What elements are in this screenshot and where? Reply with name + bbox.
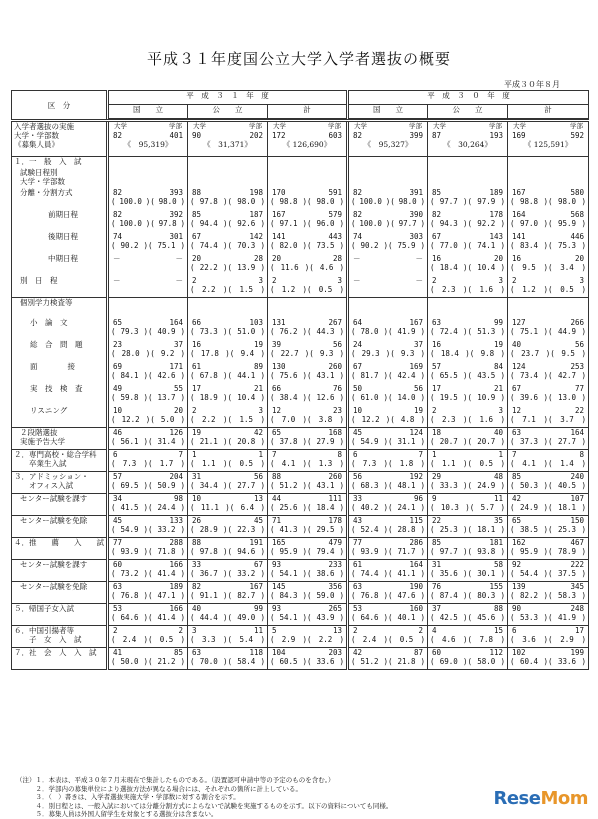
value-cell: 16 19 ( 18.4 )( 9.8 ) <box>428 340 508 362</box>
value-cell: 63 189 ( 76.8 )( 47.1 ) <box>108 582 188 604</box>
value-cell: 67 169 ( 81.7 )( 42.4 ) <box>348 362 428 384</box>
admission-summary-table <box>11 90 589 670</box>
value-cell: 93 233 ( 54.1 )( 38.6 ) <box>268 560 348 582</box>
col-total-30: 計 <box>508 105 589 119</box>
row-label: センター試験を免除 <box>12 516 108 538</box>
footnote-line: ３．（ ）書きは、入学者選抜実施大学・学部数に対する割合を示す。 <box>16 793 240 801</box>
value-cell <box>108 168 188 188</box>
value-cell: 82 392 ( 100.0 )( 97.8 ) <box>108 210 188 232</box>
value-cell: 139 345 ( 82.2 )( 58.3 ) <box>508 582 589 604</box>
value-cell: 10 19 ( 12.2 )( 4.8 ) <box>348 406 428 428</box>
value-cell: 40 56 ( 23.7 )( 9.5 ) <box>508 340 589 362</box>
table-row <box>12 298 589 318</box>
value-cell: － － <box>348 276 428 298</box>
value-cell: 57 204 ( 69.5 )( 50.9 ) <box>108 472 188 494</box>
value-cell: 大学 学部 169 592 《 125,591》 <box>508 121 589 157</box>
value-cell <box>268 298 348 318</box>
table-row <box>12 168 589 188</box>
value-cell: 130 260 ( 75.6 )( 43.1 ) <box>268 362 348 384</box>
table-row <box>12 210 589 232</box>
table-row <box>12 232 589 254</box>
value-cell: 63 99 ( 72.4 )( 51.3 ) <box>428 318 508 340</box>
row-label: 分離・分割方式 <box>12 188 108 210</box>
row-label: ５．帰国子女入試 <box>12 604 108 626</box>
value-cell: 88 198 ( 97.8 )( 98.0 ) <box>188 188 268 210</box>
row-label: 入学者選抜の実施 大学・学部数 《募集人員》 <box>12 121 108 157</box>
value-cell: 77 286 ( 93.9 )( 71.7 ) <box>348 538 428 560</box>
row-label: １．一 般 入 試 <box>12 157 108 168</box>
value-cell: 26 45 ( 28.9 )( 22.3 ) <box>188 516 268 538</box>
value-cell: 10 13 ( 11.1 )( 6.4 ) <box>188 494 268 516</box>
value-cell: 2 3 ( 2.2 )( 1.5 ) <box>188 276 268 298</box>
value-cell <box>348 168 428 188</box>
row-label: ２段階選抜 実施予告大学 <box>12 428 108 450</box>
value-cell: 31 56 ( 34.4 )( 27.7 ) <box>188 472 268 494</box>
value-cell <box>508 298 589 318</box>
value-cell: 65 164 ( 79.3 )( 40.9 ) <box>108 318 188 340</box>
table-row <box>12 494 589 516</box>
value-cell: 20 28 ( 11.6 )( 4.6 ) <box>268 254 348 276</box>
value-cell: 77 288 ( 93.9 )( 71.8 ) <box>108 538 188 560</box>
row-label: 前期日程 <box>12 210 108 232</box>
value-cell: 16 19 ( 17.8 )( 9.4 ) <box>188 340 268 362</box>
value-cell: 85 181 ( 97.7 )( 93.8 ) <box>428 538 508 560</box>
value-cell: 85 189 ( 97.7 )( 97.9 ) <box>428 188 508 210</box>
resemom-logo: ReseMom <box>493 788 588 809</box>
value-cell: 69 171 ( 84.1 )( 42.6 ) <box>108 362 188 384</box>
value-cell: 24 37 ( 29.3 )( 9.3 ) <box>348 340 428 362</box>
value-cell <box>268 168 348 188</box>
value-cell: 164 568 ( 97.0 )( 95.9 ) <box>508 210 589 232</box>
value-cell: 162 467 ( 95.9 )( 78.9 ) <box>508 538 589 560</box>
value-cell: 82 178 ( 94.3 )( 92.2 ) <box>428 210 508 232</box>
table-row <box>12 560 589 582</box>
value-cell: 2 2 ( 2.4 )( 0.5 ) <box>108 626 188 648</box>
row-label: センター試験を課す <box>12 494 108 516</box>
value-cell: 31 58 ( 35.6 )( 30.1 ) <box>428 560 508 582</box>
value-cell <box>508 157 589 168</box>
value-cell: 33 96 ( 40.2 )( 24.1 ) <box>348 494 428 516</box>
value-cell: 82 390 ( 100.0 )( 97.7 ) <box>348 210 428 232</box>
table-row <box>12 157 589 168</box>
row-label: ２．専門高校・総合学科 卒業生入試 <box>12 450 108 472</box>
value-cell: 大学 学部 82 399 《 95,327》 <box>348 121 428 157</box>
value-cell: 141 446 ( 83.4 )( 75.3 ) <box>508 232 589 254</box>
value-cell: 2 3 ( 2.3 )( 1.6 ) <box>428 276 508 298</box>
value-cell: 124 253 ( 73.4 )( 42.7 ) <box>508 362 589 384</box>
value-cell: 大学 学部 87 193 《 30,264》 <box>428 121 508 157</box>
value-cell: 2 3 ( 1.2 )( 0.5 ) <box>268 276 348 298</box>
value-cell: 76 155 ( 87.4 )( 80.3 ) <box>428 582 508 604</box>
value-cell: 60 166 ( 73.2 )( 41.4 ) <box>108 560 188 582</box>
value-cell <box>428 298 508 318</box>
value-cell: 82 391 ( 100.0 )( 98.0 ) <box>348 188 428 210</box>
value-cell: 大学 学部 90 202 《 31,371》 <box>188 121 268 157</box>
value-cell: 16 20 ( 9.5 )( 3.4 ) <box>508 254 589 276</box>
value-cell: 2 2 ( 2.4 )( 0.5 ) <box>348 626 428 648</box>
value-cell: － － <box>348 254 428 276</box>
value-cell: 167 580 ( 98.8 )( 98.0 ) <box>508 188 589 210</box>
value-cell: 46 126 ( 56.1 )( 31.4 ) <box>108 428 188 450</box>
value-cell: 33 67 ( 36.7 )( 33.2 ) <box>188 560 268 582</box>
value-cell: 102 199 ( 60.4 )( 33.6 ) <box>508 648 589 670</box>
value-cell <box>428 157 508 168</box>
value-cell <box>268 157 348 168</box>
page-title: 平成３１年度国公立大学入学者選抜の概要 <box>146 50 451 68</box>
table-row <box>12 188 589 210</box>
value-cell: 145 356 ( 84.3 )( 59.0 ) <box>268 582 348 604</box>
value-cell: 2 3 ( 1.2 )( 0.5 ) <box>508 276 589 298</box>
row-label: 別 日 程 <box>12 276 108 298</box>
value-cell <box>108 157 188 168</box>
document-date: 平成３０年８月 <box>504 80 560 89</box>
footnotes <box>16 776 392 819</box>
row-label: センター試験を免除 <box>12 582 108 604</box>
value-cell: 104 203 ( 60.5 )( 33.6 ) <box>268 648 348 670</box>
value-cell: 63 118 ( 70.0 )( 58.4 ) <box>188 648 268 670</box>
row-label: ３．アドミッション・ オフィス入試 <box>12 472 108 494</box>
row-label: センター試験を課す <box>12 560 108 582</box>
value-cell: 60 112 ( 69.0 )( 58.0 ) <box>428 648 508 670</box>
value-cell: 45 124 ( 54.9 )( 31.1 ) <box>348 428 428 450</box>
value-cell <box>348 298 428 318</box>
row-label: ６．中国引揚者等 子 女 入 試 <box>12 626 108 648</box>
value-cell: － － <box>108 276 188 298</box>
row-label: 総 合 問 題 <box>12 340 108 362</box>
value-cell <box>348 157 428 168</box>
value-cell: 3 11 ( 3.3 )( 5.4 ) <box>188 626 268 648</box>
value-cell: 大学 学部 82 401 《 95,319》 <box>108 121 188 157</box>
value-cell: 88 260 ( 51.2 )( 43.1 ) <box>268 472 348 494</box>
table-row <box>12 516 589 538</box>
table-row <box>12 648 589 670</box>
value-cell <box>428 168 508 188</box>
value-cell: 63 164 ( 37.3 )( 27.7 ) <box>508 428 589 450</box>
value-cell: 66 103 ( 73.3 )( 51.0 ) <box>188 318 268 340</box>
value-cell: 10 20 ( 12.2 )( 5.0 ) <box>108 406 188 428</box>
value-cell: 82 393 ( 100.0 )( 98.0 ) <box>108 188 188 210</box>
value-cell: 127 266 ( 75.1 )( 44.9 ) <box>508 318 589 340</box>
value-cell: 6 17 ( 3.6 )( 2.9 ) <box>508 626 589 648</box>
col-public-31: 公 立 <box>188 105 268 119</box>
table-row <box>12 384 589 406</box>
value-cell: 61 164 ( 74.4 )( 41.1 ) <box>348 560 428 582</box>
value-cell: 4 15 ( 4.6 )( 7.8 ) <box>428 626 508 648</box>
value-cell: 29 48 ( 33.3 )( 24.9 ) <box>428 472 508 494</box>
value-cell <box>108 298 188 318</box>
value-cell: 7 8 ( 4.1 )( 1.4 ) <box>508 450 589 472</box>
value-cell: 65 168 ( 37.8 )( 27.9 ) <box>268 428 348 450</box>
footnote-line: ２．学部内の募集単位により選抜方法が異なる場合には、それぞれの箇所に計上している。 <box>16 784 302 793</box>
table-row <box>12 276 589 298</box>
value-cell: 12 23 ( 7.0 )( 3.8 ) <box>268 406 348 428</box>
value-cell: 44 111 ( 25.6 )( 18.4 ) <box>268 494 348 516</box>
table-row <box>12 472 589 494</box>
value-cell: 42 107 ( 24.9 )( 18.1 ) <box>508 494 589 516</box>
col-public-30: 公 立 <box>428 105 508 119</box>
value-cell: 66 76 ( 38.4 )( 12.6 ) <box>268 384 348 406</box>
value-cell: 大学 学部 172 603 《 126,690》 <box>268 121 348 157</box>
row-label: 面 接 <box>12 362 108 384</box>
value-cell: 22 35 ( 25.3 )( 18.1 ) <box>428 516 508 538</box>
value-cell: － － <box>108 254 188 276</box>
value-cell: 5 13 ( 2.9 )( 2.2 ) <box>268 626 348 648</box>
division-header: 区 分 <box>12 91 108 121</box>
value-cell: 1 1 ( 1.1 )( 0.5 ) <box>188 450 268 472</box>
row-label: 試験日程別 大学・学部数 <box>12 168 108 188</box>
value-cell: 2 3 ( 2.3 )( 1.6 ) <box>428 406 508 428</box>
footnote-line: （注）１．本表は、平成３０年７月末現在で集計したものである。（設置認可申請中等の予定のものを含む。） <box>16 776 335 784</box>
table-row <box>12 604 589 626</box>
fy31-header: 平 成 ３ １ 年 度 <box>108 91 348 105</box>
value-cell: 6 7 ( 7.3 )( 1.8 ) <box>348 450 428 472</box>
value-cell: 53 160 ( 64.6 )( 40.1 ) <box>348 604 428 626</box>
value-cell: 64 167 ( 78.0 )( 41.9 ) <box>348 318 428 340</box>
value-cell: 9 11 ( 10.3 )( 5.7 ) <box>428 494 508 516</box>
value-cell: 2 3 ( 2.2 )( 1.5 ) <box>188 406 268 428</box>
table-row <box>12 626 589 648</box>
row-label: ４．推 薦 入 試 <box>12 538 108 560</box>
value-cell <box>188 157 268 168</box>
table-row <box>12 254 589 276</box>
value-cell: 67 77 ( 39.6 )( 13.0 ) <box>508 384 589 406</box>
table-row <box>12 582 589 604</box>
value-cell: 18 40 ( 20.7 )( 20.7 ) <box>428 428 508 450</box>
col-national-31: 国 立 <box>108 105 188 119</box>
value-cell: 45 133 ( 54.9 )( 33.2 ) <box>108 516 188 538</box>
value-cell: 131 267 ( 76.2 )( 44.3 ) <box>268 318 348 340</box>
table-row <box>12 428 589 450</box>
value-cell: 88 191 ( 97.8 )( 94.6 ) <box>188 538 268 560</box>
value-cell: 90 248 ( 53.3 )( 41.9 ) <box>508 604 589 626</box>
value-cell: 37 88 ( 42.5 )( 45.6 ) <box>428 604 508 626</box>
value-cell <box>188 298 268 318</box>
value-cell: 34 98 ( 41.5 )( 24.4 ) <box>108 494 188 516</box>
value-cell: 23 37 ( 28.0 )( 9.2 ) <box>108 340 188 362</box>
table-row <box>12 340 589 362</box>
row-label: リスニング <box>12 406 108 428</box>
table-row <box>12 362 589 384</box>
value-cell: 85 240 ( 50.3 )( 40.5 ) <box>508 472 589 494</box>
value-cell: 41 85 ( 50.0 )( 21.2 ) <box>108 648 188 670</box>
table-row <box>12 121 589 157</box>
row-label: 実 技 検 査 <box>12 384 108 406</box>
value-cell: 50 56 ( 61.0 )( 14.0 ) <box>348 384 428 406</box>
value-cell: 56 192 ( 68.3 )( 48.1 ) <box>348 472 428 494</box>
value-cell: 40 99 ( 44.4 )( 49.0 ) <box>188 604 268 626</box>
value-cell: 74 303 ( 90.2 )( 75.9 ) <box>348 232 428 254</box>
value-cell: 20 28 ( 22.2 )( 13.9 ) <box>188 254 268 276</box>
row-label: ７．社 会 人 入 試 <box>12 648 108 670</box>
row-label: 個別学力検査等 <box>12 298 108 318</box>
value-cell: 17 21 ( 19.5 )( 10.9 ) <box>428 384 508 406</box>
value-cell: 167 579 ( 97.1 )( 96.0 ) <box>268 210 348 232</box>
value-cell: 42 87 ( 51.2 )( 21.8 ) <box>348 648 428 670</box>
value-cell: 16 20 ( 18.4 )( 10.4 ) <box>428 254 508 276</box>
row-label: 中期日程 <box>12 254 108 276</box>
value-cell: 6 7 ( 7.3 )( 1.7 ) <box>108 450 188 472</box>
value-cell: 7 8 ( 4.1 )( 1.3 ) <box>268 450 348 472</box>
row-label: 後期日程 <box>12 232 108 254</box>
row-label: 小 論 文 <box>12 318 108 340</box>
value-cell: 1 1 ( 1.1 )( 0.5 ) <box>428 450 508 472</box>
table-row <box>12 538 589 560</box>
col-national-30: 国 立 <box>348 105 428 119</box>
value-cell: 92 222 ( 54.4 )( 37.5 ) <box>508 560 589 582</box>
col-total-31: 計 <box>268 105 348 119</box>
value-cell: 170 591 ( 98.8 )( 98.0 ) <box>268 188 348 210</box>
value-cell: 57 84 ( 65.5 )( 43.5 ) <box>428 362 508 384</box>
value-cell: 17 21 ( 18.9 )( 10.4 ) <box>188 384 268 406</box>
value-cell: 165 479 ( 95.9 )( 79.4 ) <box>268 538 348 560</box>
value-cell: 65 150 ( 38.5 )( 25.3 ) <box>508 516 589 538</box>
footnote-line: ５．募集人員は外国人留学生を対象とする選抜分は含まない。 <box>16 810 218 818</box>
value-cell: 71 178 ( 41.3 )( 29.5 ) <box>268 516 348 538</box>
value-cell: 85 187 ( 94.4 )( 92.6 ) <box>188 210 268 232</box>
table-row <box>12 450 589 472</box>
footnote-line: ４．別日程とは、一般入試においては分離分割方式によらないで試験を実施するものを示す。以下の資料についても同様。 <box>16 801 393 810</box>
value-cell: 53 166 ( 64.6 )( 41.4 ) <box>108 604 188 626</box>
value-cell <box>508 168 589 188</box>
value-cell: 63 190 ( 76.8 )( 47.6 ) <box>348 582 428 604</box>
value-cell: 49 55 ( 59.8 )( 13.7 ) <box>108 384 188 406</box>
value-cell: 39 56 ( 22.7 )( 9.3 ) <box>268 340 348 362</box>
value-cell: 67 143 ( 77.0 )( 74.1 ) <box>428 232 508 254</box>
value-cell: 74 301 ( 90.2 )( 75.1 ) <box>108 232 188 254</box>
value-cell: 12 22 ( 7.1 )( 3.7 ) <box>508 406 589 428</box>
table-row <box>12 318 589 340</box>
value-cell: 67 142 ( 74.4 )( 70.3 ) <box>188 232 268 254</box>
value-cell: 141 443 ( 82.0 )( 73.5 ) <box>268 232 348 254</box>
table-row <box>12 406 589 428</box>
fy30-header: 平 成 ３ ０ 年 度 <box>348 91 589 105</box>
value-cell: 43 115 ( 52.4 )( 28.8 ) <box>348 516 428 538</box>
value-cell: 19 42 ( 21.1 )( 20.8 ) <box>188 428 268 450</box>
value-cell: 82 167 ( 91.1 )( 82.7 ) <box>188 582 268 604</box>
value-cell: 61 89 ( 67.8 )( 44.1 ) <box>188 362 268 384</box>
value-cell: 93 265 ( 54.1 )( 43.9 ) <box>268 604 348 626</box>
value-cell <box>188 168 268 188</box>
